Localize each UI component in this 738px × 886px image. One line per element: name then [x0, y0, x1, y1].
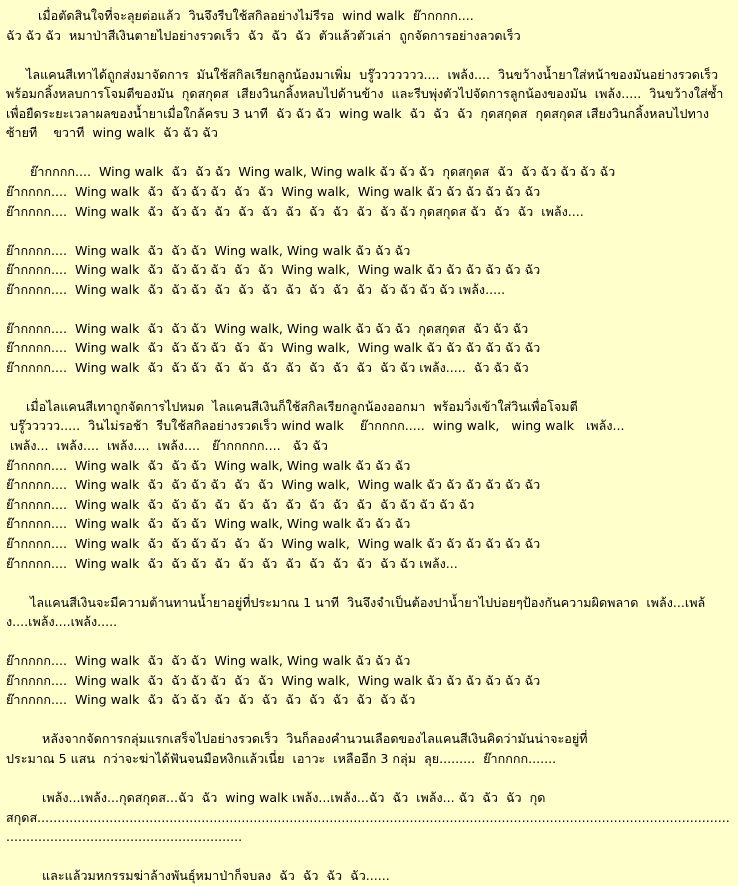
paragraph-8: ย๊ากกกก.... Wing walk ฉัว ฉัว ฉัว Wing walk, Wing walk ฉัว ฉัว ฉัว ย๊ากกกก.... Wing walk ฉัว ฉัว ฉัว ฉัว ฉัว ฉัว Wing walk, Wing walk ฉัว ฉัว ฉัว ฉัว ฉัว ฉัว ย๊ากกกก.... Wing walk ฉัว ฉัว ฉัว ฉัว ฉัว ฉัว ฉัว ฉัว ฉัว ฉัว ฉัว ฉัว — [6, 653, 541, 708]
paragraph-spacer — [6, 45, 732, 64]
paragraph-spacer — [6, 573, 732, 592]
paragraph-spacer — [6, 847, 732, 866]
paragraph-spacer — [6, 143, 732, 162]
paragraph-spacer — [6, 377, 732, 396]
paragraph-1: เมื่อตัดสินใจที่จะลุยต่อแล้ว วินจึงรีบใช้สกิลอย่างไม่รีรอ wind walk ย๊ากกกก.... ฉัว ฉัว ฉัว หมาป่าสีเงินตายไปอย่างรวดเร็ว ฉัว ฉัว ฉัว ตัวแล้วตัวเล่า ถูกจัดการอย่างลวดเร็ว — [6, 8, 521, 43]
paragraph-spacer — [6, 632, 732, 651]
paragraph-spacer — [6, 769, 732, 788]
paragraph-spacer — [6, 299, 732, 318]
paragraph-4: ย๊ากกกก.... Wing walk ฉัว ฉัว ฉัว Wing walk, Wing walk ฉัว ฉัว ฉัว ย๊ากกกก.... Wing walk ฉัว ฉัว ฉัว ฉัว ฉัว ฉัว Wing walk, Wing walk ฉัว ฉัว ฉัว ฉัว ฉัว ฉัว ย๊ากกกก.... Wing walk ฉัว ฉัว ฉัว ฉัว ฉัว ฉัว ฉัว ฉัว ฉัว ฉัว ฉัว ฉัว ฉัว ฉัว เพล้ง..... — [6, 242, 541, 297]
paragraph-9: หลังจากจัดการกลุ่มแรกเสร็จไปอย่างรวดเร็ว วินก็ลองคำนวนเลือดของไลแคนสีเงินคิดว่ามันน่าจะอยู่ที่ ประมาณ 5 แสน กว่าจะฆ่าได้ฟันจนมือหงิกแล้วเนี่ย เอาวะ เหลืออีก 3 กลุ่ม ลุย......... ย๊ากกกก....... — [6, 731, 588, 766]
paragraph-5: ย๊ากกกก.... Wing walk ฉัว ฉัว ฉัว Wing walk, Wing walk ฉัว ฉัว ฉัว กุดสกุดส ฉัว ฉัว ฉัว ย๊ากกกก.... Wing walk ฉัว ฉัว ฉัว ฉัว ฉัว ฉัว Wing walk, Wing walk ฉัว ฉัว ฉัว ฉัว ฉัว ฉัว ย๊ากกกก.... Wing walk ฉัว ฉัว ฉัว ฉัว ฉัว ฉัว ฉัว ฉัว ฉัว ฉัว ฉัว ฉัว เพล้ง..... ฉัว ฉัว ฉัว — [6, 320, 541, 375]
paragraph-7: ไลแคนสีเงินจะมีความต้านทานน้ำยาอยู่ที่ประมาณ 1 นาที วินจึงจำเป็นต้องปาน้ำยาไปบ่อยๆป้องกันความผิดพลาด เพล้ง...เพล้ง....เพล้ง....เพล้ง..... — [6, 594, 706, 630]
paragraph-6: เมื่อไลแคนสีเทาถูกจัดการไปหมด ไลแคนสีเงินก็ใช้สกิลเรียกลูกน้องออกมา พร้อมวิ่งเข้าใส่วินเพื่อโจมตี บรู๊ววววว..... วินไม่รอช้า รีบใช้สกิลอย่างรวดเร็ว wind walk ย๊ากกกก..... wing walk, wing walk เพล้ง... เพล้ง... เพล้ง.... เพล้ง.... เพล้ง.... ย๊ากกกกก.... ฉัว ฉัว ย๊ากกกก.... Wing walk ฉัว ฉัว ฉัว Wing walk, Wing walk ฉัว ฉัว ฉัว ย๊ากกกก.... Wing walk ฉัว ฉัว ฉัว ฉัว ฉัว ฉัว Wing walk, Wing walk ฉัว ฉัว ฉัว ฉัว ฉัว ฉัว ย๊ากกกก.... Wing walk ฉัว ฉัว ฉัว ฉัว ฉัว ฉัว ฉัว ฉัว ฉัว ฉัว ฉัว ฉัว ฉัว ฉัว ฉัว ย๊ากกกก.... Wing walk ฉัว ฉัว ฉัว Wing walk, Wing walk ฉัว ฉัว ฉัว ย๊ากกกก.... Wing walk ฉัว ฉัว ฉัว ฉัว ฉัว ฉัว Wing walk, Wing walk ฉัว ฉัว ฉัว ฉัว ฉัว ฉัว ย๊ากกกก.... Wing walk ฉัว ฉัว ฉัว ฉัว ฉัว ฉัว ฉัว ฉัว ฉัว ฉัว ฉัว ฉัว เพล้ง... — [6, 398, 625, 571]
paragraph-11: และแล้วมหกรรมฆ่าล้างพันธุ์หมาป่าก็จบลง ฉัว ฉัว ฉัว ฉัว...... — [6, 868, 390, 884]
paragraph-3: ย๊ากกกก.... Wing walk ฉัว ฉัว ฉัว Wing walk, Wing walk ฉัว ฉัว ฉัว กุดสกุดส ฉัว ฉัว ฉัว ฉัว ฉัว ฉัว ย๊ากกกก.... Wing walk ฉัว ฉัว ฉัว ฉัว ฉัว ฉัว Wing walk, Wing walk ฉัว ฉัว ฉัว ฉัว ฉัว ฉัว ย๊ากกกก.... Wing walk ฉัว ฉัว ฉัว ฉัว ฉัว ฉัว ฉัว ฉัว ฉัว ฉัว ฉัว ฉัว กุดสกุดส ฉัว ฉัว ฉัว เพล้ง.... — [6, 164, 616, 219]
paragraph-10: เพล้ง...เพล้ง...กุดสกุดส...ฉัว ฉัว wing walk เพล้ง...เพล้ง...ฉัว ฉัว เพล้ง... ฉัว ฉัว ฉัว กุดสกุดส........................................................................................................................................................................................................................................ — [6, 789, 730, 845]
paragraph-spacer — [6, 221, 732, 240]
paragraph-2: ไลแคนสีเทาได้ถูกส่งมาจัดการ มันใช้สกิลเรียกลูกน้องมาเพิ่ม บรู๊ววววววว.... เพล้ง.... วินขว้างน้ำยาใส่หน้าของมันอย่างรวดเร็ว พร้อมกลิ้งหลบการโจมตีของมัน กุดสกุดส เสียงวินกลิ้งหลบไปด้านข้าง และรีบพุ่งตัวไปจัดการลูกน้องของมัน เพล้ง..... วินขว้างใส่ซ้ำเพื่อยืดระยะเวลาผลของน้ำยาเมื่อใกล้ครบ 3 นาที ฉัว ฉัว ฉัว wing walk ฉัว ฉัว ฉัว กุดสกุดส กุดสกุดส เสียงวินกลิ้งหลบไปทางซ้ายที ขวาที wing walk ฉัว ฉัว ฉัว — [6, 66, 727, 141]
paragraph-spacer — [6, 710, 732, 729]
